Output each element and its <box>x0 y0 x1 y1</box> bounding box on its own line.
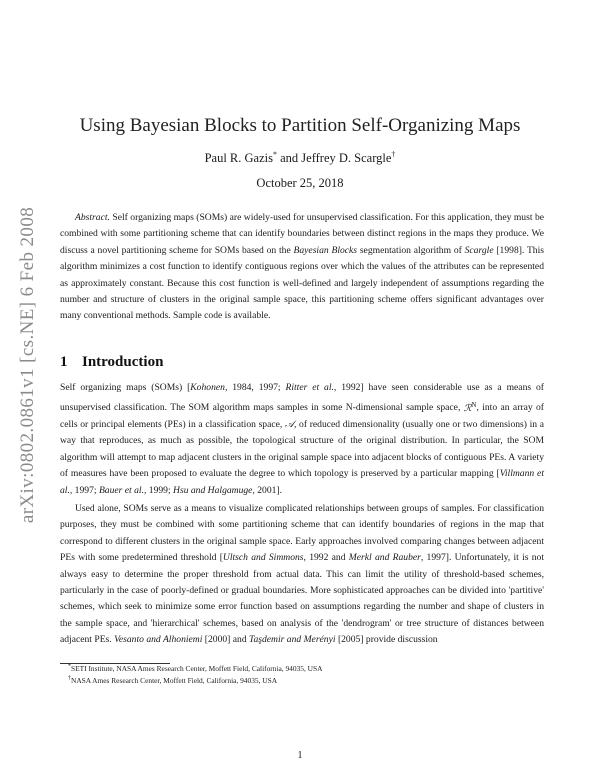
intro-paragraph-2 <box>60 501 544 649</box>
citation-scargle[interactable]: Scargle <box>464 244 494 256</box>
citation-hsu[interactable]: Hsu and Halgamuge <box>173 484 253 496</box>
author-2-footnote-mark[interactable]: † <box>391 149 396 159</box>
text-run: , of reduced dimensionality (usually one or two dimensions) in a way that reproduces, as much as possible, the topological structure of the original distribution. In particular, the SOM algorithm will attempt to map adjacent clusters in the original sample space into adjacent blocks of contiguous PEs. A variety of measures have been proposed to evaluate the degree to which topology is preserved by a particular mapping [ <box>60 419 544 480</box>
citation-kohonen[interactable]: Kohonen <box>190 382 225 393</box>
author-connector: and Jeffrey D. Scargle <box>280 151 392 165</box>
text-run: , 1999; <box>143 484 174 496</box>
text-run: , 1984, 1997; <box>224 382 286 393</box>
text-run: , into an array of cells or principal elements (PEs) in a classification space, <box>60 402 544 430</box>
abstract-text-2: segmentation algorithm of <box>357 244 465 256</box>
citation-ritter[interactable]: Ritter et al. <box>285 382 334 393</box>
section-number: 1 <box>60 354 68 370</box>
citation-merkl[interactable]: Merkl and Rauber <box>348 552 421 564</box>
abstract <box>60 210 544 325</box>
text-run: [2005] provide discussion <box>335 634 438 646</box>
citation-ultsch[interactable]: Ultsch and Simmons <box>222 552 304 564</box>
citation-tasdemir[interactable]: Taşdemir and Merényi <box>249 634 336 646</box>
math-superscript-n: N <box>471 400 477 409</box>
footnotes <box>60 663 544 686</box>
intro-paragraph-1 <box>60 380 544 499</box>
abstract-text-1: Self organizing maps (SOMs) are widely-used for unsupervised classification. For this application, they must be combined with some partitioning scheme that can identify boundaries between distinct regions in the maps they produce. We discuss a novel partitioning scheme for SOMs based on the <box>60 212 544 256</box>
text-run: , 1997; <box>69 484 99 496</box>
footnote-2 <box>60 675 544 687</box>
paper-title: Using Bayesian Blocks to Partition Self-Organizing Maps <box>79 115 521 136</box>
page-number: 1 <box>297 750 303 761</box>
math-sample-space <box>463 400 477 414</box>
text-run: , 1997]. Unfortunately, it is not always easy to determine the proper threshold from actual data. This can limit the utility of threshold-based schemes, particularly in the case of poorly-defined or gradual boundaries. More sophisticated approaches can be divided into 'partitive' schemes, which seek to minimize some error function based on assumptions regarding the number and shape of clusters in the sample space, and 'hierarchical' schemes, based on analysis of the 'dendrogram' or tree structure of distances between adjacent PEs. <box>60 552 545 646</box>
arxiv-side-stamp <box>8 200 48 530</box>
abstract-text-3: [1998]. This algorithm minimizes a cost function to identify contiguous regions over which the values of the attributes can be represented as approximately constant. Because this cost function is well-defined and largely independent of assumptions regarding the number and structure of clusters in the original sample space, this partitioning scheme offers significant advantages over many conventional methods. Sample code is available. <box>60 244 544 322</box>
author-1-footnote-mark[interactable]: * <box>272 149 277 159</box>
citation-bauer[interactable]: Bauer et al. <box>98 484 144 496</box>
introduction-body <box>60 380 544 649</box>
citation-vesanto[interactable]: Vesanto and Alhoniemi <box>114 634 203 646</box>
footnote-mark: * <box>68 663 71 670</box>
footnote-mark: † <box>68 675 71 682</box>
text-run: , 1992 and <box>303 552 349 564</box>
author-1: Paul R. Gazis <box>204 151 273 165</box>
text-run: , 2001]. <box>252 484 283 496</box>
footnote-text: NASA Ames Research Center, Moffett Field, California, 94035, USA <box>71 675 278 685</box>
abstract-label: Abstract. <box>75 212 110 223</box>
text-run: Used alone, SOMs serve as a means to visualize complicated relationships between groups of samples. For classification purposes, they must be combined with some partitioning scheme that can identify boundaries of regions in the map that correspond to different clusters in the original sample space. Early approaches involved comparing changes between adjacent PEs with some predetermined threshold [ <box>60 503 544 564</box>
author-line <box>60 151 540 166</box>
text-run: , 1992] have seen considerable use as a means of unsupervised classification. The SOM algorithm maps samples in some N-dimensional sample space, <box>60 382 544 414</box>
section-title: Introduction <box>82 354 164 370</box>
text-run: [2000] and <box>202 634 250 646</box>
paper-date: October 25, 2018 <box>256 176 344 190</box>
section-heading-introduction <box>60 354 163 371</box>
arxiv-identifier: arXiv:0802.0861v1 [cs.NE] 6 Feb 2008 <box>17 206 38 524</box>
bayesian-blocks-term: Bayesian Blocks <box>293 244 358 256</box>
footnote-text: SETI Institute, NASA Ames Research Center, Moffett Field, California, 94035, USA <box>71 664 323 673</box>
footnote-1 <box>60 663 544 675</box>
math-symbol-r: ℛ <box>463 402 472 414</box>
citation-villmann[interactable]: Villmann et al. <box>60 468 544 496</box>
text-run: Self organizing maps (SOMs) [ <box>60 382 191 393</box>
math-symbol-a: 𝒜 <box>284 419 295 430</box>
